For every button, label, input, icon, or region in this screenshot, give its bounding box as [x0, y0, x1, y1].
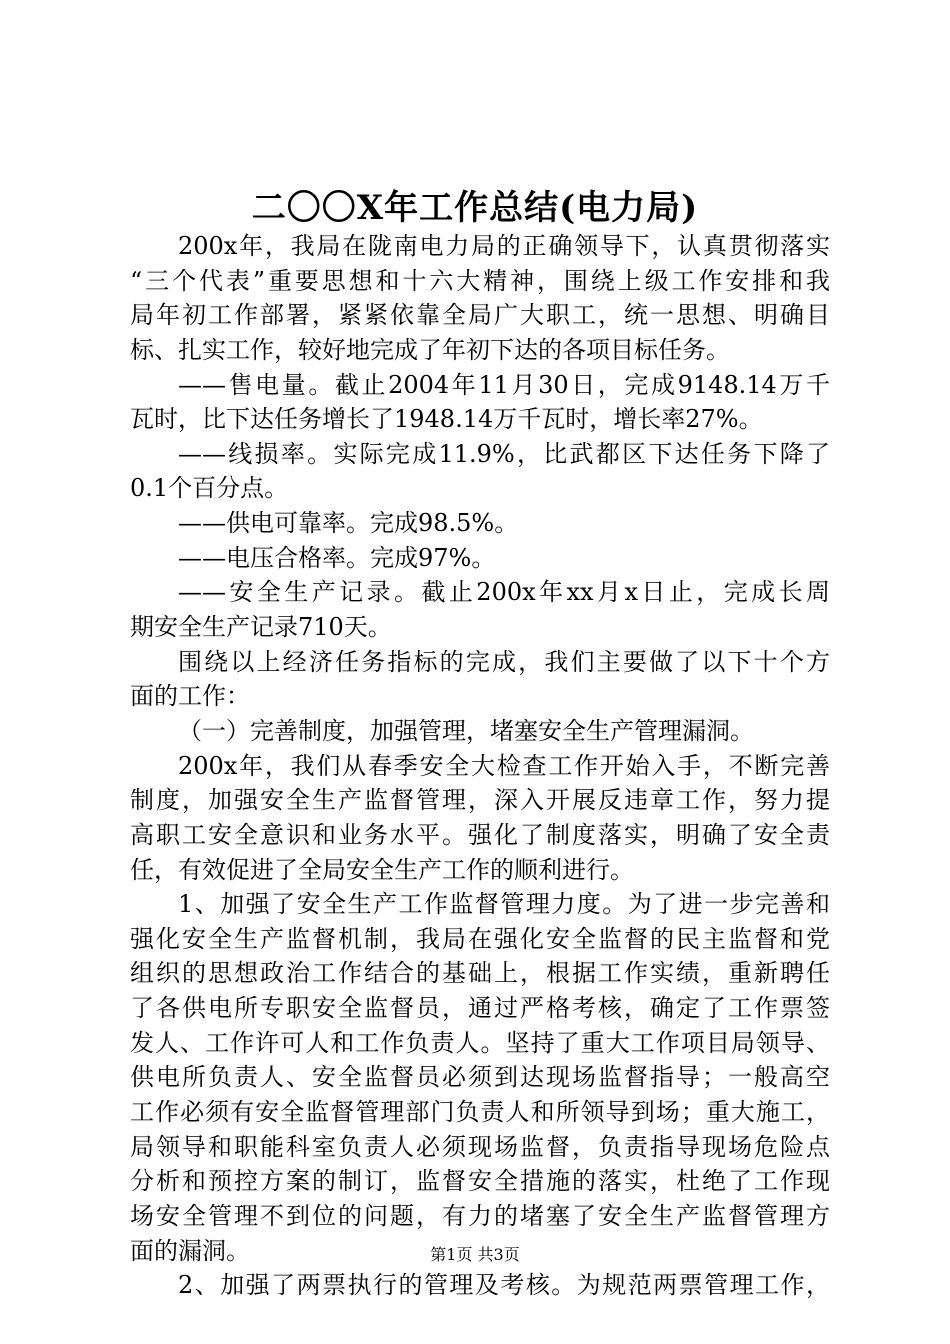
paragraph-line: 制度，加强安全生产监督管理，深入开展反违章工作，努力提: [130, 786, 830, 815]
paragraph-line: 面的工作：: [130, 682, 250, 711]
paragraph-line: 0.1个百分点。: [130, 474, 289, 503]
paragraph-line: ——电压合格率。完成97%。: [178, 543, 496, 572]
paragraph-line: 强化安全生产监督机制，我局在强化安全监督的民主监督和党: [130, 924, 830, 953]
paragraph-line: 任，有效促进了全局安全生产工作的顺利进行。: [130, 855, 634, 884]
paragraph-line: 局领导和职能科室负责人必须现场监督，负责指导现场危险点: [130, 1132, 830, 1161]
paragraph-line: ——供电可靠率。完成98.5%。: [178, 509, 519, 538]
paragraph-line: 面的漏洞。: [130, 1236, 250, 1265]
paragraph-line: 组织的思想政治工作结合的基础上，根据工作实绩，重新聘任: [130, 959, 830, 988]
paragraph-line: 发人、工作许可人和工作负责人。坚持了重大工作项目局领导、: [130, 1028, 830, 1057]
paragraph-line: ——售电量。截止2004年11月30日，完成9148.14万千: [178, 370, 830, 399]
paragraph-line: 工作必须有安全监督管理部门负责人和所领导到场；重大施工，: [130, 1098, 830, 1127]
paragraph-line: “三个代表”重要思想和十六大精神，围绕上级工作安排和我: [130, 266, 830, 295]
section-heading: （一）完善制度，加强管理，堵塞安全生产管理漏洞。: [178, 716, 754, 745]
paragraph-line: 高职工安全意识和业务水平。强化了制度落实，明确了安全责: [130, 820, 830, 849]
paragraph-line: 1、加强了安全生产工作监督管理力度。为了进一步完善和: [178, 890, 830, 919]
paragraph-line: 200x年，我局在陇南电力局的正确领导下，认真贯彻落实: [178, 232, 830, 260]
paragraph-line: 瓦时，比下达任务增长了1948.14万千瓦时，增长率27%。: [130, 405, 763, 434]
paragraph-line: 200x年，我们从春季安全大检查工作开始入手，不断完善: [178, 751, 830, 780]
paragraph-line: 了各供电所专职安全监督员，通过严格考核，确定了工作票签: [130, 994, 830, 1023]
page-number-footer: 第1页 共3页: [430, 1245, 520, 1264]
document-title: 二〇〇X年工作总结(电力局): [251, 188, 699, 228]
paragraph-line: 分析和预控方案的制订，监督安全措施的落实，杜绝了工作现: [130, 1167, 830, 1196]
paragraph-line: 2、加强了两票执行的管理及考核。为规范两票管理工作，: [178, 1271, 830, 1300]
paragraph-line: 标、扎实工作，较好地完成了年初下达的各项目标任务。: [130, 335, 730, 364]
paragraph-line: 局年初工作部署，紧紧依靠全局广大职工，统一思想、明确目: [130, 301, 830, 330]
paragraph-line: ——线损率。实际完成11.9%，比武都区下达任务下降了: [178, 439, 830, 468]
paragraph-line: 供电所负责人、安全监督员必须到达现场监督指导；一般高空: [130, 1063, 830, 1092]
document-body: [130, 229, 830, 1303]
paragraph-line: 围绕以上经济任务指标的完成，我们主要做了以下十个方: [178, 647, 830, 676]
paragraph-line: ——安全生产记录。截止200x年xx月x日止，完成长周: [178, 578, 830, 607]
paragraph-line: 期安全生产记录710天。: [130, 613, 392, 642]
paragraph-line: 场安全管理不到位的问题，有力的堵塞了安全生产监督管理方: [130, 1201, 830, 1230]
